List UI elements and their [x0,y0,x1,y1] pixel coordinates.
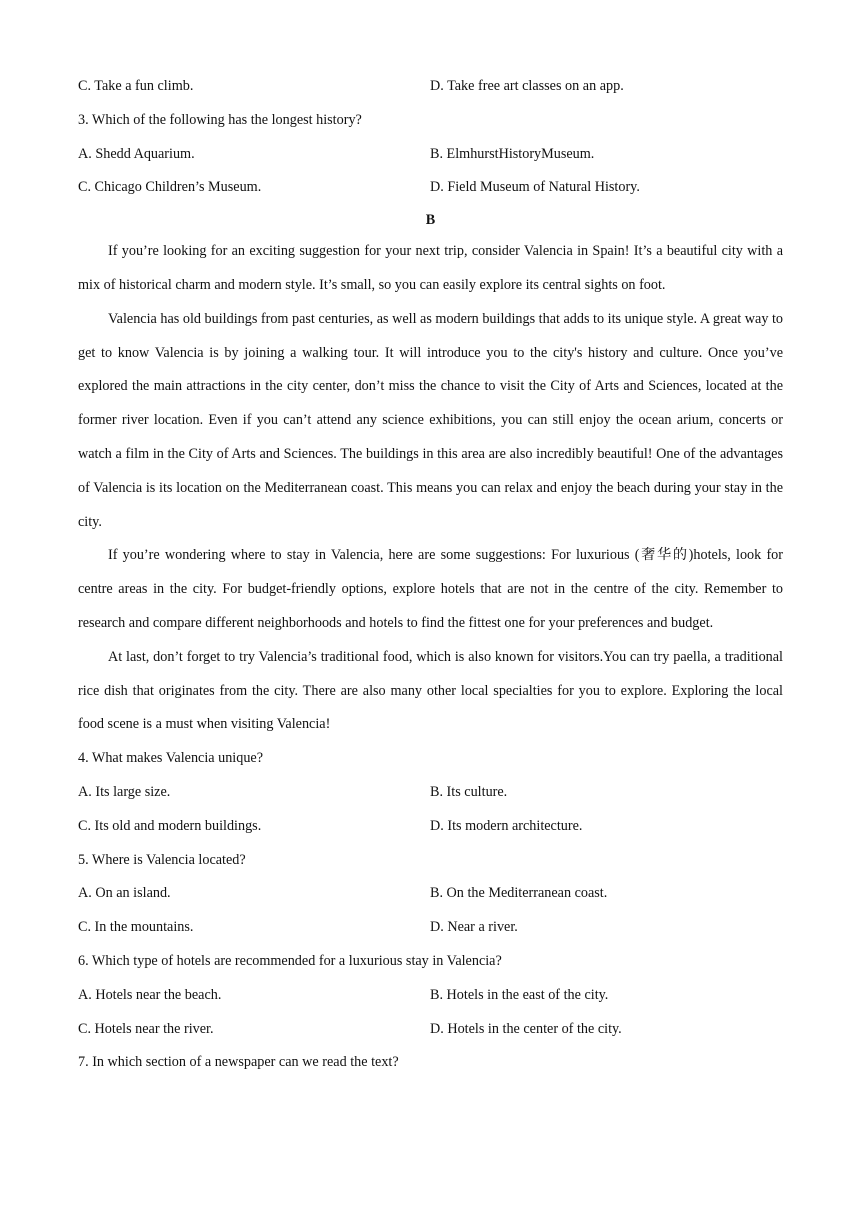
exam-page [78,70,783,1080]
passage-paragraph-2: Valencia has old buildings from past centuries, as well as modern buildings that adds to its unique style. A great way to get to know Valencia is by joining a walking tour. It will introduce you to the city's history and culture. Once you’ve explored the main attractions in the city center, don’t miss the chance to visit the City of Arts and Sciences, located at the former river location. Even if you can’t attend any science exhibitions, you can still enjoy the ocean arium, concerts or watch a film in the City of Arts and Sciences. The buildings in this area are also incredibly beautiful! One of the advantages of Valencia is its location on the Mediterranean coast. This means you can relax and enjoy the beach during your stay in the city. [78,310,783,530]
q6-stem: 6. Which type of hotels are recommended for a luxurious stay in Valencia? [78,952,502,969]
section-b-heading: B [425,212,436,229]
q3-option-c: C. Chicago Children’s Museum. [78,179,262,196]
q2-options-row [78,70,783,104]
q3-options-row-ab [78,138,783,172]
q3-stem: 3. Which of the following has the longest history? [78,111,362,128]
q7-stem: 7. In which section of a newspaper can we read the text? [78,1054,399,1071]
q4-option-d: D. Its modern architecture. [430,817,583,834]
q6-options-row-cd [78,1013,783,1047]
q2-option-d: D. Take free art classes on an app. [430,78,624,94]
q4-options-row-cd [78,810,783,844]
q6-options-row-ab [78,979,783,1013]
q5-stem: 5. Where is Valencia located? [78,851,246,868]
q5-options-row-ab [78,877,783,911]
q4-options-row-ab [78,776,783,810]
q5-option-a: A. On an island. [78,885,171,902]
q6-option-a: A. Hotels near the beach. [78,986,222,1003]
q3-options-row-cd [78,171,783,205]
passage-paragraph-3: If you’re wondering where to stay in Valencia, here are some suggestions: For luxurious (奢华的)hotels, look for centre areas in the city. For budget-friendly options, explore hotels that are not in the centre of the city. Remember to research and compare different neighborhoods and hotels to find the fittest one for your preferences and budget. [78,547,783,631]
passage-paragraph-1: If you’re looking for an exciting suggestion for your next trip, consider Valencia in Spain! It’s a beautiful city with a mix of historical charm and modern style. It’s small, so you can easily explore its central sights on foot. [78,243,783,293]
passage-paragraph-4: At last, don’t forget to try Valencia’s traditional food, which is also known for visitors.You can try paella, a traditional rice dish that originates from the city. There are also many other local specialties for you to explore. Exploring the local food scene is a must when visiting Valencia! [78,648,783,733]
q6-option-b: B. Hotels in the east of the city. [430,986,609,1003]
q3-option-a: A. Shedd Aquarium. [78,145,195,162]
q6-option-c: C. Hotels near the river. [78,1020,214,1037]
q5-option-d: D. Near a river. [430,919,518,936]
q2-option-c: C. Take a fun climb. [78,78,194,94]
q3-option-b: B. ElmhurstHistoryMuseum. [430,145,595,162]
q5-options-row-cd [78,911,783,945]
q4-option-c: C. Its old and modern buildings. [78,817,262,834]
q5-option-b: B. On the Mediterranean coast. [430,885,608,902]
q6-option-d: D. Hotels in the center of the city. [430,1020,622,1037]
q5-option-c: C. In the mountains. [78,919,194,936]
q4-option-b: B. Its culture. [430,783,508,800]
q3-option-d: D. Field Museum of Natural History. [430,179,640,196]
q4-stem: 4. What makes Valencia unique? [78,750,264,767]
q4-option-a: A. Its large size. [78,783,171,800]
